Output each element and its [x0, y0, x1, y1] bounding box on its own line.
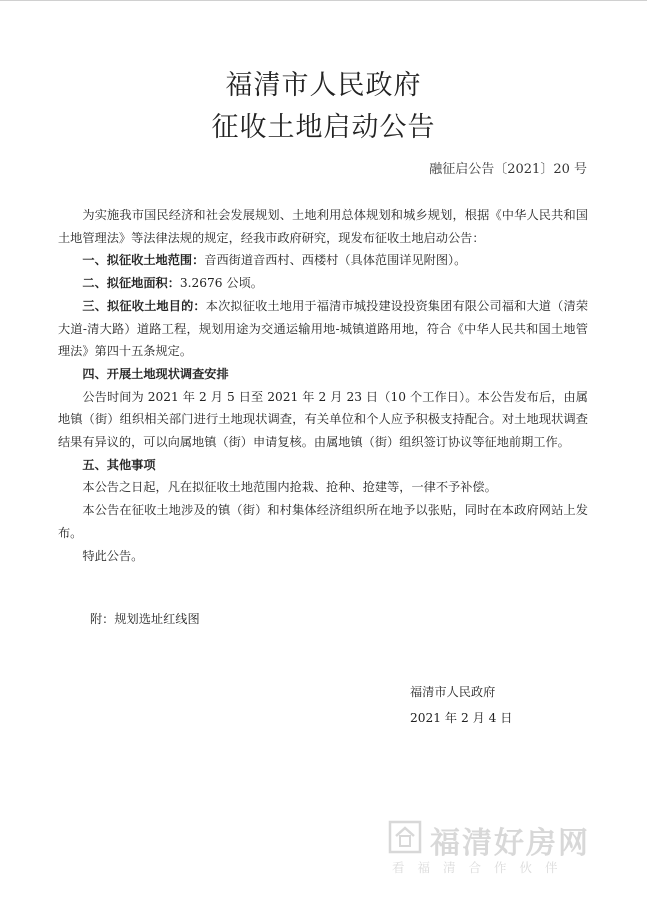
- title-line-2: 征收土地启动公告: [211, 112, 436, 143]
- document-number: 融征启公告〔2021〕20 号: [429, 162, 587, 177]
- section-4-heading: 四、开展土地现状调查安排: [82, 366, 229, 381]
- section-2-heading: 二、拟征地面积：: [82, 276, 180, 291]
- attachment-note: 附：规划选址红线图: [90, 612, 200, 626]
- house-logo-icon: [388, 820, 422, 854]
- issue-date: 2021 年 2 月 4 日: [410, 711, 513, 725]
- title-line-1: 福清市人民政府: [225, 70, 422, 101]
- section-1-heading: 一、拟征收土地范围：: [82, 253, 205, 268]
- page-top-border: [0, 0, 647, 1]
- watermark-sub-text: 看福清合作伙伴: [392, 860, 571, 875]
- closing-text: 特此公告。: [82, 548, 144, 563]
- watermark-main-text: 福清好房网: [430, 826, 590, 861]
- section-3: [58, 295, 588, 363]
- intro-paragraph: 为实施我市国民经济和社会发展规划、土地利用总体规划和城乡规划，根据《中华人民共和国土地管理法》等法律法规的规定，经我市政府研究，现发布征收土地启动公告：: [58, 208, 588, 245]
- section-4-text: 公告时间为 2021 年 2 月 5 日至 2021 年 2 月 23 日（10 个工作日）。本公告发布后，由属地镇（街）组织相关部门进行土地现状调查，有关单位和个人应予积极支持配合。对土地现状调查结果有异议的，可以向属地镇（街）申请复核。由属地镇（街）组织签订协议等征地前期工作。: [58, 389, 588, 450]
- section-3-heading: 三、拟征收土地目的：: [82, 298, 206, 313]
- document-body: [58, 204, 588, 567]
- section-5-text-2: 本公告在征收土地涉及的镇（街）和村集体经济组织所在地予以张贴，同时在本政府网站上发布。: [58, 503, 588, 540]
- section-1-text: 音西街道音西村、西楼村（具体范围详见附图）。: [204, 253, 467, 268]
- section-2-text: 3.2676 公顷。: [179, 276, 263, 291]
- section-1: [58, 249, 588, 272]
- section-5-text-1: 本公告之日起，凡在拟征收土地范围内抢栽、抢种、抢建等，一律不予补偿。: [82, 480, 497, 495]
- section-2: [58, 272, 588, 295]
- signature: 福清市人民政府: [410, 685, 496, 699]
- section-3-text: 本次拟征收土地用于福清市城投建设投资集团有限公司福和大道（清荣大道-清大路）道路工程，规划用途为交通运输用地-城镇道路用地，符合《中华人民共和国土地管理法》第四十五条规定。: [58, 298, 589, 359]
- section-5-heading: 五、其他事项: [82, 457, 156, 472]
- watermark: [388, 820, 608, 880]
